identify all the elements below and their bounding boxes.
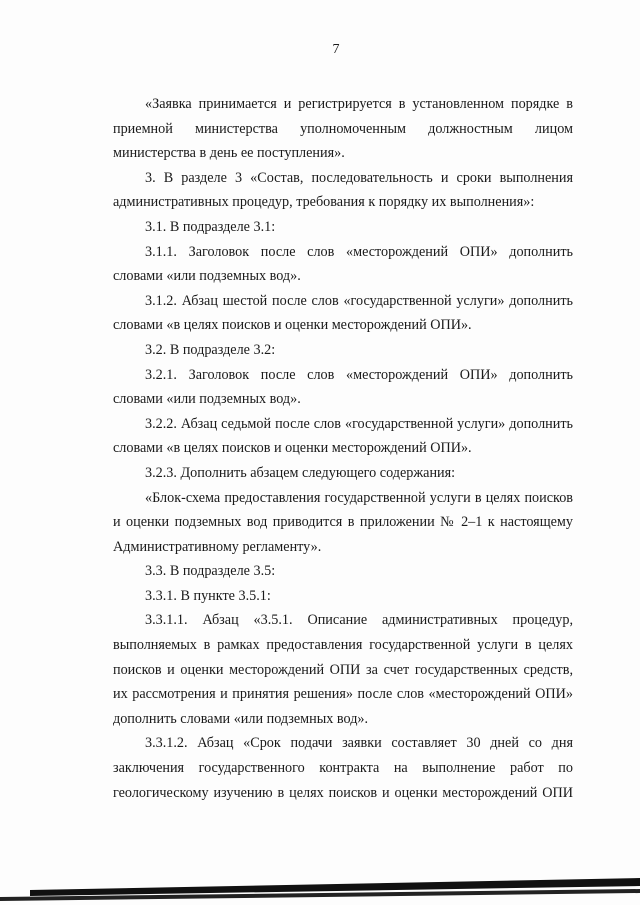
paragraph-3-1-2: 3.1.2. Абзац шестой после слов «государственной услуги» дополнить словами «в целях поисков и оценки месторождений ОПИ». bbox=[113, 292, 573, 334]
paragraph-3-2-2: 3.2.2. Абзац седьмой после слов «государственной услуги» дополнить словами «в целях поисков и оценки месторождений ОПИ». bbox=[113, 415, 573, 457]
page-number: 7 bbox=[332, 42, 340, 57]
paragraph-application-registration: «Заявка принимается и регистрируется в установленном порядке в приемной министерства уполномоченным должностным лицом министерства в день ее поступления». bbox=[113, 96, 573, 162]
paragraph-3-3-1: 3.3.1. В пункте 3.5.1: bbox=[145, 587, 271, 604]
paragraph-subsection-3-2: 3.2. В подразделе 3.2: bbox=[145, 341, 276, 358]
paragraph-3-1-1: 3.1.1. Заголовок после слов «месторождений ОПИ» дополнить словами «или подземных вод». bbox=[113, 243, 573, 285]
document-body bbox=[113, 92, 573, 805]
paragraph-3-3-1-2: 3.3.1.2. Абзац «Срок подачи заявки составляет 30 дней со дня заключения государственного контракта на выполнение работ по геологическому изучению в целях поисков и оценки месторождений ОПИ bbox=[113, 735, 573, 801]
paragraph-subsection-3-1: 3.1. В подразделе 3.1: bbox=[145, 218, 276, 235]
paragraph-section-3: 3. В разделе 3 «Состав, последовательность и сроки выполнения административных процедур, требования к порядку их выполнения»: bbox=[113, 169, 573, 211]
paragraph-3-2-1: 3.2.1. Заголовок после слов «месторождений ОПИ» дополнить словами «или подземных вод». bbox=[113, 366, 573, 408]
bottom-scan-edge bbox=[0, 864, 640, 905]
paragraph-3-3-1-1: 3.3.1.1. Абзац «3.5.1. Описание административных процедур, выполняемых в рамках предоставления государственной услуги в целях поисков и оценки месторождений ОПИ за счет государственных средств, их рассмотрения и принятия решения» после слов «месторождений ОПИ» дополнить словами «или подземных вод». bbox=[113, 612, 573, 727]
paragraph-3-2-3: 3.2.3. Дополнить абзацем следующего содержания: bbox=[145, 464, 456, 481]
paragraph-block-scheme-quote: «Блок-схема предоставления государственной услуги в целях поисков и оценки подземных вод приводится в приложении № 2–1 к настоящему Административному регламенту». bbox=[113, 489, 573, 555]
paragraph-subsection-3-5: 3.3. В подразделе 3.5: bbox=[145, 563, 276, 580]
